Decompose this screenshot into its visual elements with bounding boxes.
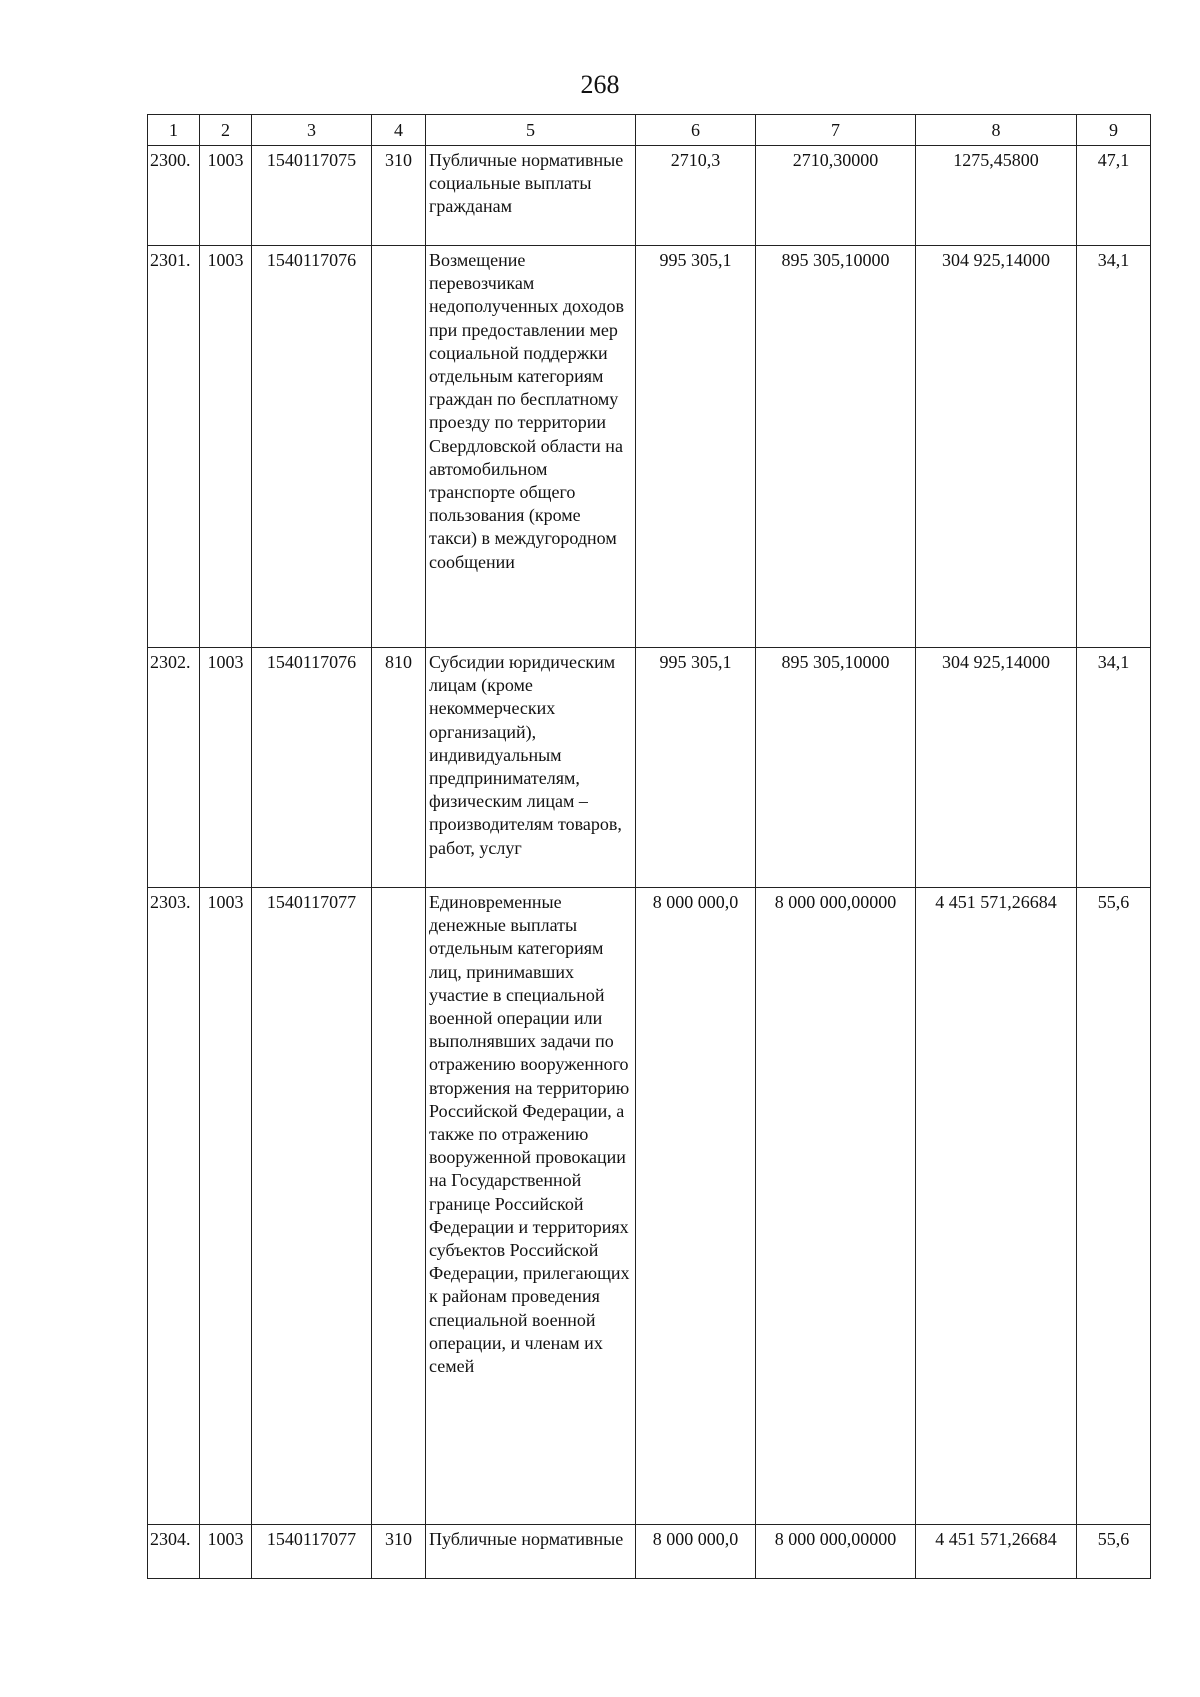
- column-header: 8: [916, 115, 1077, 146]
- item-name: Субсидии юридическим лицам (кроме некоммерческих организаций), индивидуальным предпринимателям, физическим лицам – производителям товаров, работ, услуг: [426, 648, 636, 888]
- column-header: 1: [148, 115, 200, 146]
- target-article-code: 1540117076: [252, 246, 372, 648]
- section-code: 1003: [200, 1525, 252, 1579]
- row-number: 2301.: [148, 246, 200, 648]
- row-number: 2302.: [148, 648, 200, 888]
- target-article-code: 1540117076: [252, 648, 372, 888]
- table-header-row: [148, 115, 1151, 146]
- target-article-code: 1540117075: [252, 146, 372, 246]
- value-col7: 8 000 000,00000: [756, 1525, 916, 1579]
- value-col8: 4 451 571,26684: [916, 888, 1077, 1525]
- section-code: 1003: [200, 246, 252, 648]
- table-row: [148, 1525, 1151, 1579]
- value-col8: 304 925,14000: [916, 648, 1077, 888]
- percent-col9: 55,6: [1077, 888, 1151, 1525]
- row-number: 2303.: [148, 888, 200, 1525]
- row-number: 2304.: [148, 1525, 200, 1579]
- section-code: 1003: [200, 146, 252, 246]
- value-col8: 4 451 571,26684: [916, 1525, 1077, 1579]
- column-header: 4: [372, 115, 426, 146]
- table-row: [148, 246, 1151, 648]
- percent-col9: 47,1: [1077, 146, 1151, 246]
- value-col7: 8 000 000,00000: [756, 888, 916, 1525]
- budget-table: [147, 114, 1151, 1579]
- column-header: 6: [636, 115, 756, 146]
- value-col6: 8 000 000,0: [636, 1525, 756, 1579]
- expense-type-code: 810: [372, 648, 426, 888]
- column-header: 3: [252, 115, 372, 146]
- value-col6: 8 000 000,0: [636, 888, 756, 1525]
- value-col6: 2710,3: [636, 146, 756, 246]
- section-code: 1003: [200, 888, 252, 1525]
- page-number: 268: [580, 70, 620, 99]
- value-col7: 895 305,10000: [756, 246, 916, 648]
- column-header: 5: [426, 115, 636, 146]
- table-row: [148, 888, 1151, 1525]
- value-col8: 304 925,14000: [916, 246, 1077, 648]
- value-col8: 1275,45800: [916, 146, 1077, 246]
- item-name: Публичные нормативные социальные выплаты гражданам: [426, 146, 636, 246]
- column-header: 9: [1077, 115, 1151, 146]
- target-article-code: 1540117077: [252, 888, 372, 1525]
- column-header: 7: [756, 115, 916, 146]
- item-name: Публичные нормативные: [426, 1525, 636, 1579]
- expense-type-code: [372, 888, 426, 1525]
- expense-type-code: 310: [372, 146, 426, 246]
- percent-col9: 34,1: [1077, 648, 1151, 888]
- section-code: 1003: [200, 648, 252, 888]
- expense-type-code: 310: [372, 1525, 426, 1579]
- target-article-code: 1540117077: [252, 1525, 372, 1579]
- row-number: 2300.: [148, 146, 200, 246]
- column-header: 2: [200, 115, 252, 146]
- value-col7: 2710,30000: [756, 146, 916, 246]
- expense-type-code: [372, 246, 426, 648]
- value-col6: 995 305,1: [636, 246, 756, 648]
- table-row: [148, 648, 1151, 888]
- percent-col9: 55,6: [1077, 1525, 1151, 1579]
- item-name: Единовременные денежные выплаты отдельным категориям лиц, принимавших участие в специальной военной операции или выполнявших задачи по отражению вооруженного вторжения на территорию Российской Федерации, а также по отражению вооруженной провокации на Государственной границе Российской Федерации и территориях субъектов Российской Федерации, прилегающих к районам проведения специальной военной операции, и членам их семей: [426, 888, 636, 1525]
- item-name: Возмещение перевозчикам недополученных доходов при предоставлении мер социальной поддержки отдельным категориям граждан по бесплатному проезду по территории Свердловской области на автомобильном транспорте общего пользования (кроме такси) в междугородном сообщении: [426, 246, 636, 648]
- value-col7: 895 305,10000: [756, 648, 916, 888]
- table-row: [148, 146, 1151, 246]
- value-col6: 995 305,1: [636, 648, 756, 888]
- percent-col9: 34,1: [1077, 246, 1151, 648]
